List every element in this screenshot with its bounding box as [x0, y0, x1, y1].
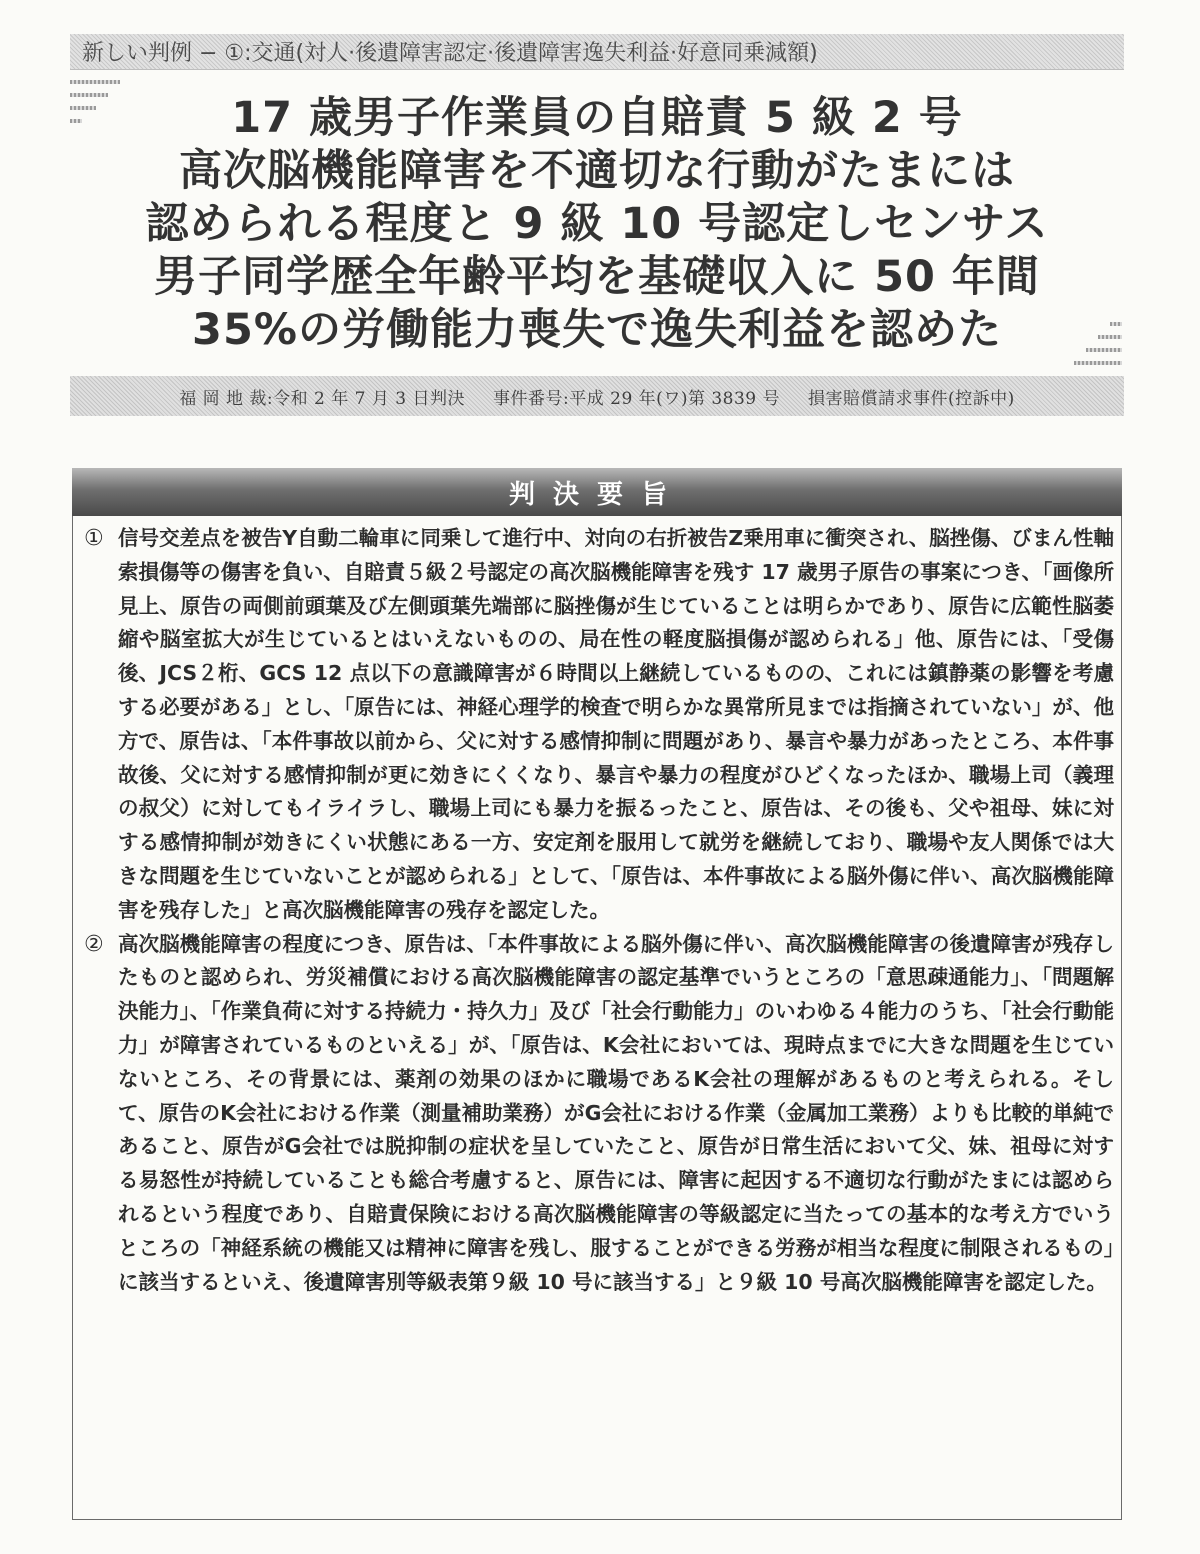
summary-title: 判決要旨	[508, 479, 685, 510]
headline-line: 認められる程度と 9 級 10 号認定しセンサス	[145, 199, 1049, 249]
case-number: 事件番号:平成 29 年(ワ)第 3839 号	[493, 388, 781, 409]
headline-line: 17 歳男子作業員の自賠責 5 級 2 号	[231, 93, 963, 143]
item-text: 信号交差点を被告Y自動二輪車に同乗して進行中、対向の右折被告Z乗用車に衝突され、脳挫傷、びまん性軸索損傷等の傷害を負い、自賠責５級２号認定の高次脳機能障害を残す 17 歳男子原告の事案につき、「画像所見上、原告の両側前頭葉及び左側頭葉先端部に脳挫傷が生じていることは明らかであり、原告に広範性脳萎縮や脳室拡大が生じているとはいえないものの、局在性の軽度脳損傷が認められる」他、原告には、「受傷後、JCS２桁、GCS 12 点以下の意識障害が６時間以上継続しているものの、これには鎮静薬の影響を考慮する必要がある」とし、「原告には、神経心理学的検査で明らかな異常所見までは指摘されていない」が、他方で、原告は、「本件事故以前から、父に対する感情抑制に問題があり、暴言や暴力があったところ、本件事故後、父に対する感情抑制が更に効きにくくなり、暴言や暴力の程度がひどくなったほか、職場上司（義理の叔父）に対してもイライラし、職場上司にも暴力を振るったこと、原告は、その後も、父や祖母、妹に対する感情抑制が効きにくい状態にある一方、安定剤を服用して就労を継続しており、職場や友人関係では大きな問題を生じていないことが認められる」として、「原告は、本件事故による脳外傷に伴い、高次脳機能障害を残存した」と高次脳機能障害の残存を認定した。	[118, 526, 1114, 922]
item-text: 高次脳機能障害の程度につき、原告は、「本件事故による脳外傷に伴い、高次脳機能障害の後遺障害が残存したものと認められ、労災補償における高次脳機能障害の認定基準でいうところの「意思疎通能力」、「問題解決能力」、「作業負荷に対する持続力・持久力」及び「社会行動能力」のいわゆる４能力のうち、「社会行動能力」が障害されているものといえる」が、「原告は、K会社においては、現時点までに大きな問題を生じていないところ、その背景には、薬剤の効果のほかに職場であるK会社の理解があるものと考えられる。そして、原告のK会社における作業（測量補助業務）がG会社における作業（金属加工業務）よりも比較的単純であること、原告がG会社では脱抑制の症状を呈していたこと、原告が日常生活において父、妹、祖母に対する易怒性が持続していることも総合考慮すると、原告には、障害に起因する不適切な行動がたまには認められるという程度であり、自賠責保険における高次脳機能障害の等級認定に当たっての基本的な考え方でいうところの「神経系統の機能又は精神に障害を残し、服することができる労務が相当な程度に制限されるもの」に該当するといえ、後遺障害別等級表第９級 10 号に該当する」と９級 10 号高次脳機能障害を認定した。	[118, 931, 1114, 1294]
headline	[70, 92, 1124, 357]
headline-line: 高次脳機能障害を不適切な行動がたまには	[179, 146, 1015, 196]
headline-line: 35%の労働能力喪失で逸失利益を認めた	[192, 305, 1002, 355]
deco-line	[1074, 361, 1122, 365]
item-number: ②	[84, 931, 104, 957]
deco-line	[1110, 322, 1122, 326]
decorative-lines-right	[1074, 322, 1122, 374]
category-bar	[70, 34, 1124, 70]
court-info-bar	[70, 376, 1124, 416]
court-and-date: 福 岡 地 裁:令和 2 年 7 月 3 日判決	[179, 388, 466, 409]
summary-item	[84, 928, 1114, 1300]
case-type: 損害賠償請求事件(控訴中)	[808, 388, 1015, 409]
deco-line	[70, 80, 120, 84]
summary-header	[72, 468, 1122, 516]
deco-line	[1098, 335, 1122, 339]
summary-item	[84, 522, 1114, 928]
headline-line: 男子同学歴全年齢平均を基礎収入に 50 年間	[154, 252, 1040, 302]
summary-body	[84, 522, 1114, 1299]
item-number: ①	[84, 526, 104, 551]
deco-line	[1086, 348, 1122, 352]
category-label: 新しい判例 − ①:交通(対人·後遺障害認定·後遺障害逸失利益·好意同乗減額)	[82, 41, 818, 66]
